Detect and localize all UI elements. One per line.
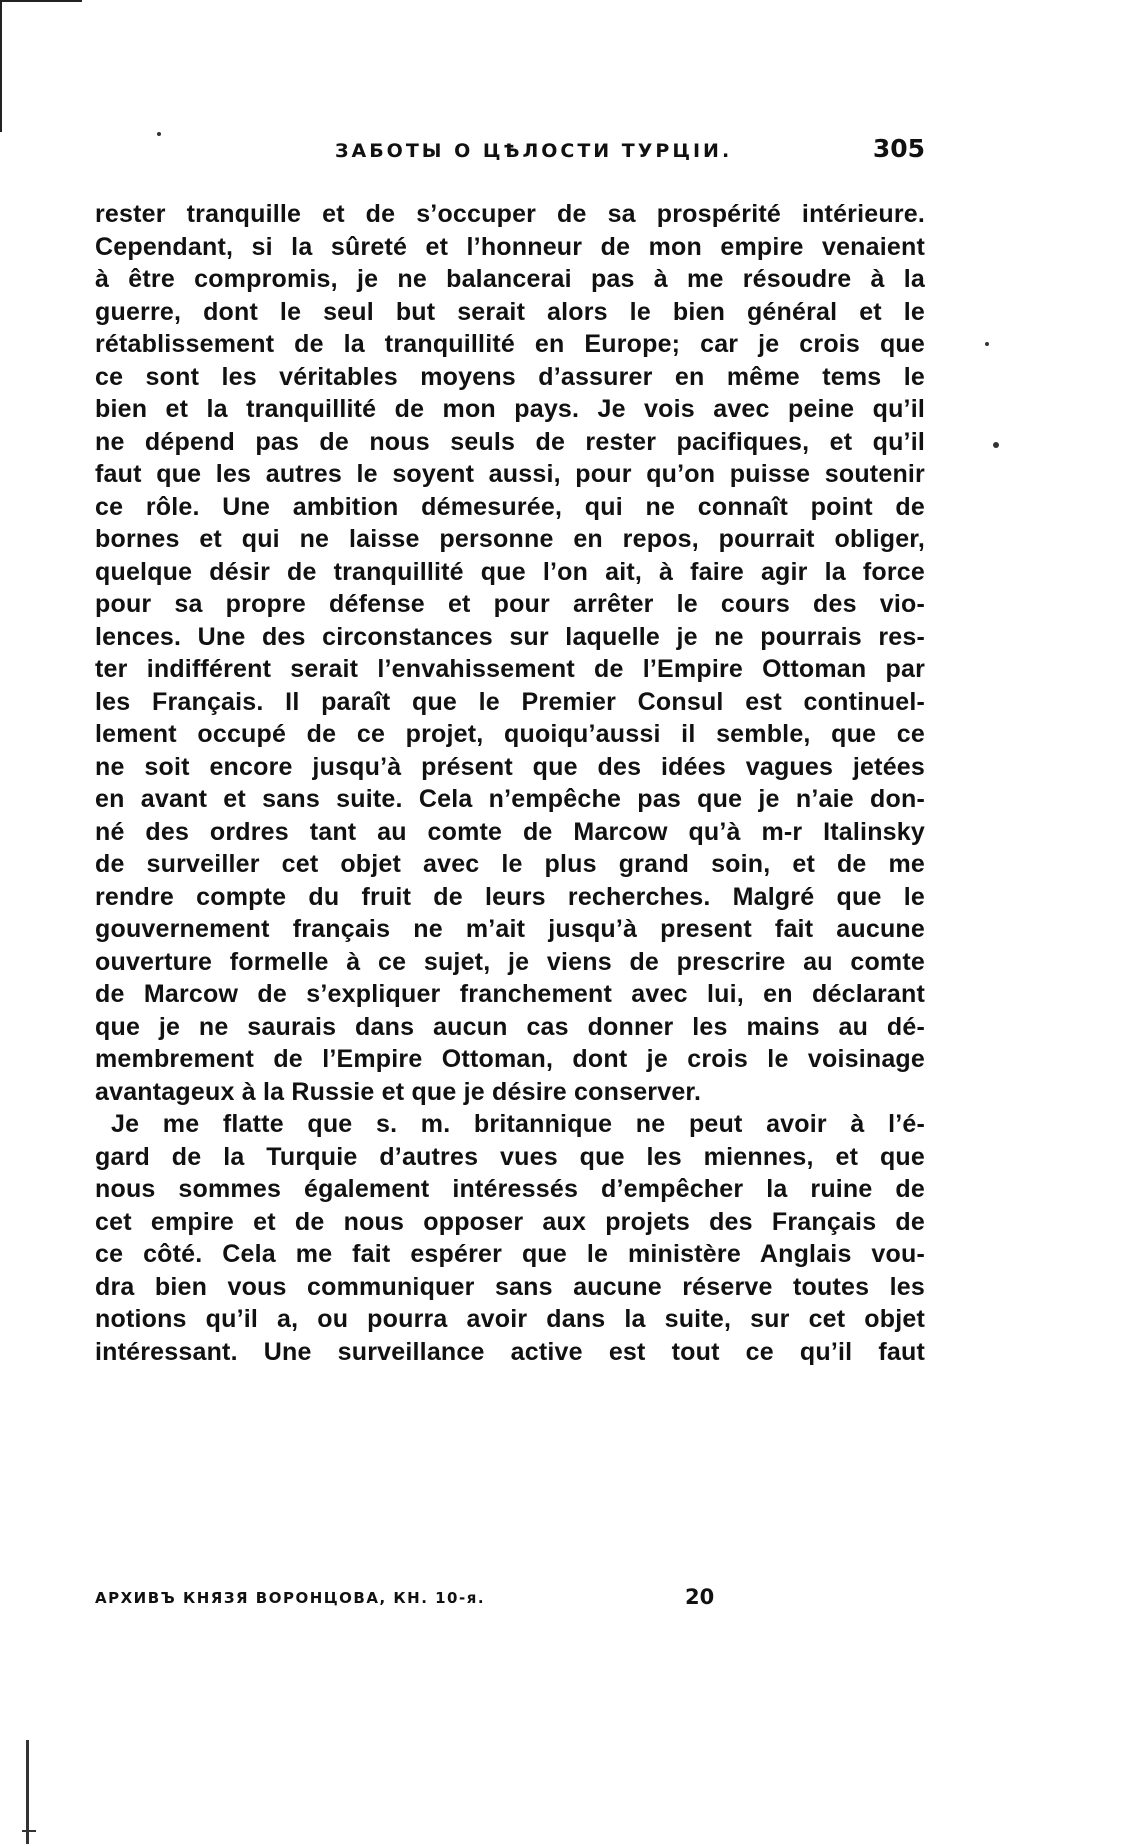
text-line: bien et la tranquillité de mon pays. Je vois avec peine qu’il bbox=[95, 395, 925, 423]
text-line: gouvernement français ne m’ait jusqu’à present fait aucune bbox=[95, 915, 925, 943]
text-line: gard de la Turquie d’autres vues que les miennes, et que bbox=[95, 1142, 925, 1171]
scan-edge-mark bbox=[0, 0, 82, 132]
scan-speck bbox=[985, 342, 989, 346]
text-line: en avant et sans suite. Cela n’empêche pas que je n’aie don- bbox=[95, 785, 925, 813]
sheet-number: 20 bbox=[685, 1585, 715, 1609]
printer-signature: АРХИВЪ КНЯЗЯ ВОРОНЦОВА, КН. 10-я. bbox=[95, 1589, 486, 1607]
text-line: intéressant. Une surveillance active est tout ce qu’il faut bbox=[95, 1337, 925, 1366]
text-line: pour sa propre défense et pour arrêter le cours des vio- bbox=[95, 590, 925, 618]
text-line: rester tranquille et de s’occuper de sa prospérité intérieure. bbox=[95, 200, 925, 228]
text-line: rendre compte du fruit de leurs recherches. Malgré que le bbox=[95, 882, 925, 911]
page-footer bbox=[95, 1585, 925, 1615]
text-line: nous sommes également intéressés d’empêcher la ruine de bbox=[95, 1175, 925, 1203]
text-line: les Français. Il paraît que le Premier Consul est continuel- bbox=[95, 687, 925, 716]
text-line: ne dépend pas de nous seuls de rester pacifiques, et qu’il bbox=[95, 427, 925, 456]
text-line: ne soit encore jusqu’à présent que des idées vagues jetées bbox=[95, 752, 925, 781]
text-line: faut que les autres le soyent aussi, pour qu’on puisse soutenir bbox=[95, 460, 925, 488]
text-line: membrement de l’Empire Ottoman, dont je crois le voisinage bbox=[95, 1045, 925, 1073]
scan-speck bbox=[993, 442, 999, 448]
text-line: dra bien vous communiquer sans aucune réserve toutes les bbox=[95, 1272, 925, 1301]
text-line: Cependant, si la sûreté et l’honneur de mon empire venaient bbox=[95, 232, 925, 261]
text-line: ter indifférent serait l’envahissement de l’Empire Ottoman par bbox=[95, 655, 925, 683]
scan-edge-mark-bottom bbox=[26, 1740, 29, 1844]
text-line: quelque désir de tranquillité que l’on ait, à faire agir la force bbox=[95, 557, 925, 586]
paragraph-start-line: Je me flatte que s. m. britannique ne peut avoir à l’é- bbox=[111, 1110, 925, 1138]
text-line: ouverture formelle à ce sujet, je viens de prescrire au comte bbox=[95, 947, 925, 976]
text-line: à être compromis, je ne balancerai pas à me résoudre à la bbox=[95, 265, 925, 293]
scan-edge-tick bbox=[22, 1830, 36, 1832]
paragraph-end-line: avantageux à la Russie et que je désire conserver. bbox=[95, 1077, 702, 1106]
text-line: ce côté. Cela me fait espérer que le ministère Anglais vou- bbox=[95, 1240, 925, 1268]
body-text bbox=[95, 198, 925, 1368]
text-line: de surveiller cet objet avec le plus grand soin, et de me bbox=[95, 850, 925, 878]
page-number: 305 bbox=[872, 134, 925, 163]
text-line: notions qu’il a, ou pourra avoir dans la suite, sur cet objet bbox=[95, 1305, 925, 1333]
running-head bbox=[95, 134, 925, 174]
running-title: ЗАБОТЫ О ЦѢЛОСТИ ТУРЦІИ. bbox=[335, 140, 733, 162]
text-line: guerre, dont le seul but serait alors le bien général et le bbox=[95, 297, 925, 326]
text-line: rétablissement de la tranquillité en Europe; car je crois que bbox=[95, 330, 925, 358]
text-line: lences. Une des circonstances sur laquelle je ne pourrais res- bbox=[95, 622, 925, 651]
text-line: lement occupé de ce projet, quoiqu’aussi il semble, que ce bbox=[95, 720, 925, 748]
text-line: que je ne saurais dans aucun cas donner les mains au dé- bbox=[95, 1012, 925, 1041]
text-line: ce sont les véritables moyens d’assurer en même tems le bbox=[95, 362, 925, 391]
text-line: né des ordres tant au comte de Marcow qu’à m-r Italinsky bbox=[95, 817, 925, 846]
text-line: cet empire et de nous opposer aux projets des Français de bbox=[95, 1207, 925, 1236]
text-line: bornes et qui ne laisse personne en repos, pourrait obliger, bbox=[95, 525, 925, 553]
text-line: ce rôle. Une ambition démesurée, qui ne connaît point de bbox=[95, 492, 925, 521]
text-line: de Marcow de s’expliquer franchement avec lui, en déclarant bbox=[95, 980, 925, 1008]
